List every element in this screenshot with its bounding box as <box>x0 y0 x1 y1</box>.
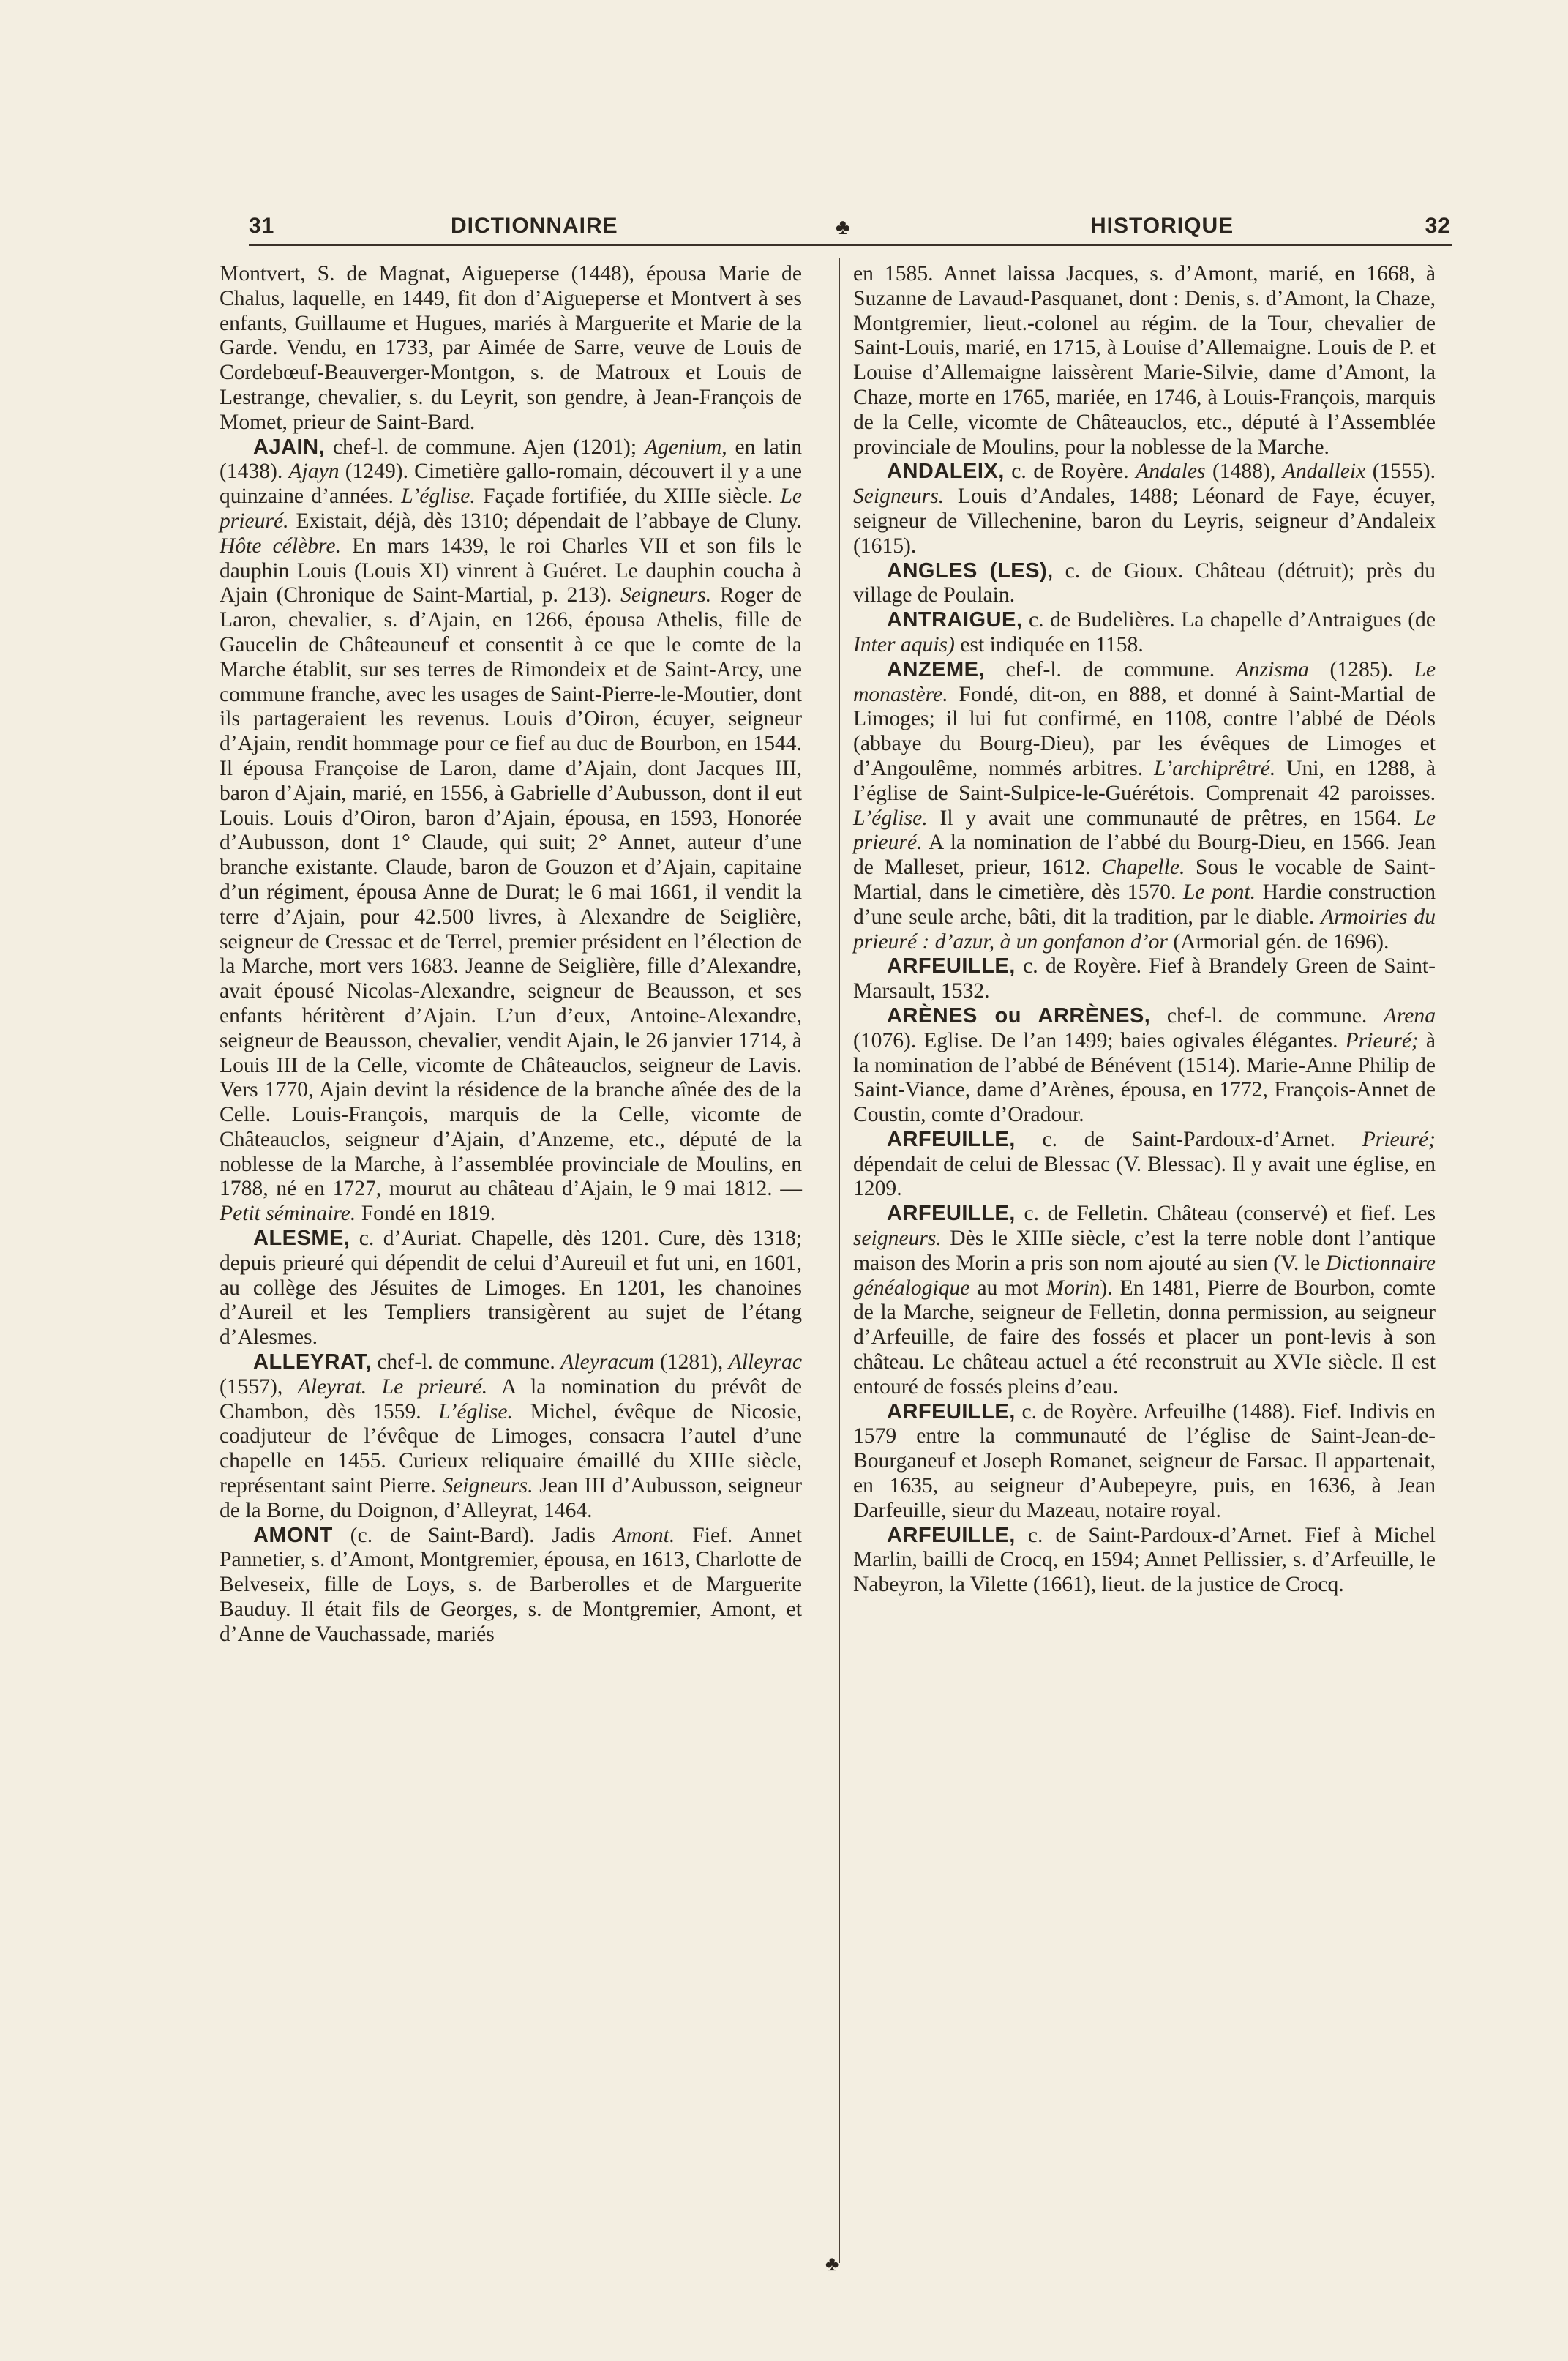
dictionary-entry <box>853 954 1436 1004</box>
dictionary-entry <box>853 1004 1436 1128</box>
entry-text: chef-l. de commune. <box>985 657 1236 681</box>
entry-text: (Armorial gén. de 1696). <box>1167 929 1389 954</box>
entry-text: (1285). <box>1308 657 1414 681</box>
entry-text: à la nomination de l’abbé de Bénévent (1514). Marie-Anne Philip de Saint-Viance, dame d’Arènes, épousa, en 1772, François-Annet de Coustin, comte d’Oradour. <box>853 1028 1436 1127</box>
entry-italic-text: Le prieuré. <box>220 484 802 533</box>
dictionary-entry <box>220 1227 802 1350</box>
entry-headword: ARFEUILLE, <box>887 1127 1016 1151</box>
entry-text: c. de Royère. Fief à Brandely Green de Saint-Marsault, 1532. <box>853 954 1436 1003</box>
column-divider <box>839 258 840 2263</box>
dictionary-entry <box>220 1350 802 1524</box>
running-head <box>249 214 1451 243</box>
entry-text: A la nomination du prévôt de Chambon, dès 1559. <box>220 1374 802 1423</box>
entry-italic-text: Andalleix <box>1282 460 1366 484</box>
entry-headword: AMONT <box>253 1523 333 1547</box>
entry-italic-text: Armoiries du prieuré : d’azur, à un gonfanon d’or <box>853 905 1436 954</box>
dictionary-entry <box>220 435 802 1227</box>
entry-text: Hardie construction d’une seule arche, bâti, dit la tradition, par le diable. <box>853 880 1436 929</box>
entry-text: chef-l. de commune. <box>1150 1003 1384 1028</box>
entry-headword: ANDALEIX, <box>887 460 1005 484</box>
entry-text: c. de Budelières. La chapelle d’Antraigues (de <box>1022 608 1436 632</box>
entry-headword: ALESME, <box>253 1227 350 1251</box>
entry-text: dépendait de celui de Blessac (V. Blessac). Il y avait une église, en 1209. <box>853 1152 1436 1201</box>
header-ornament-icon: ♣ <box>836 215 851 239</box>
entry-text: Roger de Laron, chevalier, s. d’Ajain, en 1266, épousa Athelis, fille de Gaucelin de Châteauneuf et consentit à ce que le comte de la Marche établit, sur ses terres de Rimondeix et de Saint-Arcy, une commune franche, avec les usages de Saint-Pierre-le-Moutier, dont ils partageraient les revenus. Louis d’Oiron, écuyer, seigneur d’Ajain, rendit hommage pour ce fief au duc de Bourbon, en 1544. Il épousa Françoise de Laron, dame d’Ajain, dont Jacques III, baron d’Ajain, marié, en 1556, à Gabrielle d’Aubusson, dont il eut Louis. Louis d’Oiron, baron d’Ajain, épousa, en 1593, Honorée d’Aubusson, dont 1° Claude, qui suit; 2° Annet, auteur d’une branche existante. Claude, baron de Gouzon et d’Ajain, capitaine d’un régiment, épousa Anne de Durat; le 6 mai 1661, il vendit la terre d’Ajain, pour 42.500 livres, à Alexandre de Seiglière, seigneur de Cressac et de Terrel, premier président en l’élection de la Marche, mort vers 1683. Jeanne de Seiglière, fille d’Alexandre, avait épousé Nicolas-Alexandre, seigneur de Beausson, et ses enfants héritèrent d’Ajain. L’un d’eux, Antoine-Alexandre, seigneur de Beausson, chevalier, vendit Ajain, le 26 janvier 1714, à Louis III de la Celle, vicomte de Châteauclos, seigneur de Lavis. Vers 1770, Ajain devint la résidence de la branche aînée des de la Celle. Louis-François, marquis de la Celle, vicomte de Châteauclos, seigneur d’Ajain, d’Anzeme, etc., député de la noblesse de la Marche, à l’assemblée provinciale de Moulins, en 1788, né en 1727, mourut au château d’Ajain, le 9 mai 1812. — <box>220 583 802 1201</box>
dictionary-entry <box>853 460 1436 558</box>
entry-text: Fondé en 1819. <box>356 1202 495 1226</box>
running-title-right: HISTORIQUE <box>1090 214 1234 238</box>
entry-text: au mot <box>969 1276 1046 1300</box>
entry-text: Jean III d’Aubusson, seigneur de la Borne, du Doignon, d’Alleyrat, 1464. <box>220 1474 803 1522</box>
right-column <box>853 262 1436 1598</box>
entry-headword: ARFEUILLE, <box>887 1202 1016 1226</box>
page-number-right: 32 <box>1425 214 1451 238</box>
entry-italic-text: Seigneurs. <box>442 1474 533 1498</box>
footer-ornament-icon: ♣ <box>825 2253 839 2275</box>
entry-headword: AJAIN, <box>253 435 326 459</box>
entry-text: c. de Saint-Pardoux-d’Arnet. Fief à Michel Marlin, bailli de Crocq, en 1594; Annet Pellissier, s. d’Arfeuille, le Nabeyron, la Vilette (1661), lieut. de la justice de Crocq. <box>853 1523 1436 1597</box>
entry-text: c. de Gioux. Château (détruit); près du village de Poulain. <box>853 558 1436 607</box>
entry-italic-text: Le prieuré. <box>853 806 1436 855</box>
entry-italic-text: Seigneurs. <box>620 583 712 607</box>
entry-italic-text: Alleyrac <box>728 1350 802 1374</box>
entry-italic-text: seigneurs. <box>853 1227 942 1251</box>
dictionary-entry <box>853 1524 1436 1598</box>
entry-text: Sous le vocable de Saint-Martial, dans le cimetière, dès 1570. <box>853 856 1436 904</box>
entry-text: chef-l. de commune. Ajen (1201); <box>325 435 645 459</box>
entry-text: Façade fortifiée, du XIIIe siècle. <box>475 484 781 509</box>
entry-text: c. de Saint-Pardoux-d’Arnet. <box>1015 1127 1362 1151</box>
entry-italic-text: Anzisma <box>1235 657 1309 681</box>
entry-italic-text: Seigneurs. <box>853 484 945 509</box>
entry-italic-text: Petit séminaire. <box>220 1202 356 1226</box>
entry-text: c. de Royère. <box>1004 460 1136 484</box>
entry-italic-text: Andales <box>1136 460 1206 484</box>
entry-text: Fondé, dit-on, en 888, et donné à Saint-Martial de Limoges; il lui fut confirmé, en 1108, contre l’abbé de Déols (abbaye du Bourg-Dieu), par les évêques de Limoges et d’Angoulême, nommés arbitres. <box>853 682 1436 780</box>
entry-italic-text: L’archiprêtré. <box>1153 756 1276 780</box>
entry-text: Montvert, S. de Magnat, Aigueperse (1448), épousa Marie de Chalus, laquelle, en 1449, fit don d’Aigueperse et Montvert à ses enfants, Guillaume et Hugues, mariés à Marguerite et Marie de la Garde. Vendu, en 1733, par Aimée de Sarre, veuve de Louis de Cordebœuf-Beauverger-Montgon, s. de Matroux et Louis de Lestrange, chevalier, s. du Leyrit, son gendre, à Jean-François de Momet, prieur de Saint-Bard. <box>220 262 802 434</box>
dictionary-entry <box>220 1524 802 1647</box>
entry-italic-text: Le pont. <box>1182 880 1256 904</box>
entry-text: A la nomination de l’abbé du Bourg-Dieu, en 1566. Jean de Malleset, prieur, 1612. <box>853 831 1436 880</box>
entry-italic-text: L’église. <box>401 484 476 509</box>
entry-headword: ARÈNES ou ARRÈNES, <box>887 1003 1151 1028</box>
left-column <box>220 262 802 1647</box>
entry-text: est indiquée en 1158. <box>954 632 1144 656</box>
entry-text: Louis d’Andales, 1488; Léonard de Faye, écuyer, seigneur de Villechenine, baron du Leyris, seigneur d’Andaleix (1615). <box>853 484 1436 558</box>
entry-headword: ANGLES (LES), <box>887 558 1054 583</box>
entry-italic-text: L’église. <box>853 806 928 830</box>
entry-italic-text: Ajayn <box>288 460 340 484</box>
dictionary-entry <box>853 559 1436 609</box>
entry-headword: ARFEUILLE, <box>887 954 1016 979</box>
dictionary-entry <box>853 608 1436 658</box>
header-rule <box>249 244 1452 246</box>
entry-continuation <box>220 262 802 435</box>
entry-headword: ARFEUILLE, <box>887 1399 1016 1423</box>
entry-text: Existait, déjà, dès 1310; dépendait de l’abbaye de Cluny. <box>288 509 802 533</box>
entry-continuation <box>853 262 1436 460</box>
entry-italic-text: Hôte célèbre. <box>220 534 342 558</box>
entry-text: En mars 1439, le roi Charles VII et son fils le dauphin Louis (Louis XI) vinrent à Guéret. Le dauphin coucha à Ajain (Chronique de Saint-Martial, p. 213). <box>220 534 802 607</box>
entry-text: (1488), <box>1205 460 1283 484</box>
entry-italic-text: Dictionnaire généalogique <box>853 1251 1436 1300</box>
entry-text: en 1585. Annet laissa Jacques, s. d’Amont, marié, en 1668, à Suzanne de Lavaud-Pasquanet, dont : Denis, s. d’Amont, la Chaze, Montgremier, lieut.-colonel au régim. de la Tour, chevalier de Saint-Louis, marié, en 1715, à Louise d’Allemaigne. Louis de P. et Louise d’Allemaigne laissèrent Marie-Silvie, dame d’Amont, la Chaze, morte en 1765, mariée, en 1746, à Louis-François, marquis de la Celle, vicomte de Châteauclos, etc., député à l’Assemblée provinciale de Moulins, pour la noblesse de la Marche. <box>853 262 1436 459</box>
entry-italic-text: L’église. <box>438 1399 513 1423</box>
entry-italic-text: Aleyrat. Le prieuré. <box>297 1374 488 1399</box>
dictionary-entry <box>853 1400 1436 1524</box>
entry-headword: ANZEME, <box>887 657 985 681</box>
entry-text: (1557), <box>220 1374 298 1399</box>
entry-text: (1555). <box>1365 460 1436 484</box>
entry-text: c. de Felletin. Château (conservé) et fief. Les <box>1015 1202 1436 1226</box>
entry-text: (1076). Eglise. De l’an 1499; baies ogivales élégantes. <box>853 1028 1346 1052</box>
entry-italic-text: Agenium, <box>645 435 727 459</box>
entry-text: Uni, en 1288, à l’église de Saint-Sulpice-le-Guérétois. Comprenait 42 paroisses. <box>853 756 1436 805</box>
entry-text: c. de Royère. Arfeuilhe (1488). Fief. Indivis en 1579 entre la communauté de l’église de Saint-Jean-de-Bourganeuf et Joseph Romanet, seigneur de Farsac. Il appartenait, en 1635, au seigneur d’Aubepeyre, puis, en 1636, à Jean Darfeuille, sieur du Mazeau, notaire royal. <box>853 1399 1436 1522</box>
entry-text: (c. de Saint-Bard). Jadis <box>332 1523 613 1547</box>
entry-text: ). En 1481, Pierre de Bourbon, comte de la Marche, seigneur de Felletin, donna permission, au seigneur d’Arfeuille, de faire des fossés et placer un pont-levis à son château. Le château actuel a été reconstruit au XVIe siècle. Il est entouré de fossés pleins d’eau. <box>853 1276 1436 1399</box>
dictionary-entry <box>853 658 1436 955</box>
entry-text: chef-l. de commune. <box>371 1350 561 1374</box>
entry-text: (1249). Cimetière gallo-romain, découvert il y a une quinzaine d’années. <box>220 460 802 509</box>
entry-text: en latin (1438). <box>220 435 802 484</box>
entry-text: Il y avait une communauté de prêtres, en 1564. <box>927 806 1414 830</box>
entry-italic-text: Chapelle. <box>1101 856 1185 880</box>
dictionary-entry <box>853 1128 1436 1202</box>
page-number-left: 31 <box>249 214 275 238</box>
entry-italic-text: Morin <box>1046 1276 1100 1300</box>
entry-text: Michel, évêque de Nicosie, coadjuteur de l’évêque de Limoges, consacra l’autel d’une chapelle en 1455. Curieux reliquaire émaillé du XIIIe siècle, représentant saint Pierre. <box>220 1399 802 1498</box>
dictionary-entry <box>853 1202 1436 1399</box>
entry-text: Dès le XIIIe siècle, c’est la terre noble dont l’antique maison des Morin a pris son nom ajouté au sien (V. le <box>853 1227 1436 1275</box>
entry-italic-text: Prieuré; <box>1362 1127 1436 1151</box>
entry-text: (1281), <box>654 1350 729 1374</box>
entry-italic-text: Le monastère. <box>853 657 1436 706</box>
entry-text: Fief. Annet Pannetier, s. d’Amont, Montgremier, épousa, en 1613, Charlotte de Belveseix, fille de Loys, s. de Barberolles et de Marguerite Bauduy. Il était fils de Georges, s. de Montgremier, Amont, et d’Anne de Vauchassade, mariés <box>220 1523 802 1646</box>
entry-italic-text: Inter aquis) <box>853 632 955 656</box>
entry-italic-text: Arena <box>1383 1003 1436 1028</box>
entry-headword: ALLEYRAT, <box>253 1350 372 1374</box>
entry-italic-text: Aleyracum <box>560 1350 655 1374</box>
entry-text: c. d’Auriat. Chapelle, dès 1201. Cure, dès 1318; depuis prieuré qui dépendit de celui d’Aureuil et fut uni, en 1601, au collège des Jésuites de Limoges. En 1201, les chanoines d’Aureil et les Templiers transigèrent au sujet de l’étang d’Alesmes. <box>220 1227 802 1350</box>
entry-italic-text: Prieuré; <box>1345 1028 1419 1052</box>
running-title-left: DICTIONNAIRE <box>451 214 618 238</box>
entry-headword: ARFEUILLE, <box>887 1523 1016 1547</box>
entry-italic-text: Amont. <box>612 1523 675 1547</box>
entry-headword: ANTRAIGUE, <box>887 608 1023 632</box>
